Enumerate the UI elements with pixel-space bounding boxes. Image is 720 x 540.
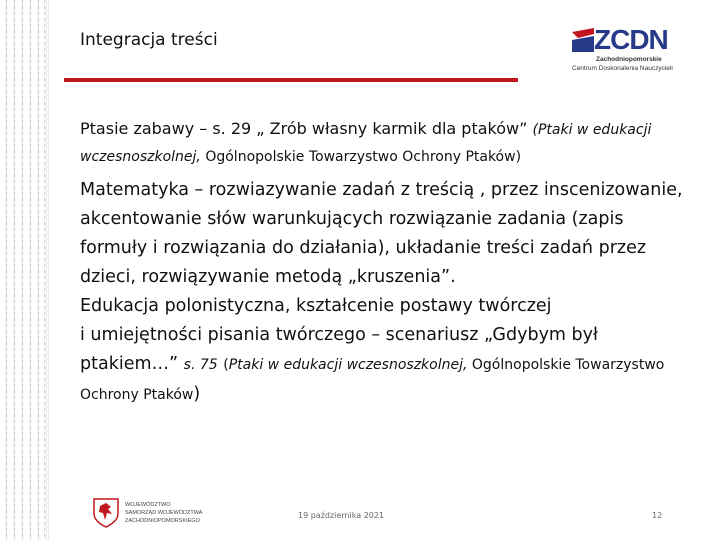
slide-title: Integracja treści xyxy=(80,30,218,50)
birds-games-text: Ptasie zabawy – s. 29 „ Zrób własny karmik dla ptaków” xyxy=(80,119,528,138)
zcdn-logo xyxy=(572,26,684,76)
strip-line xyxy=(44,0,45,540)
page-ref: s. 75 xyxy=(183,357,218,373)
decorative-left-strip xyxy=(0,0,49,540)
title-underline xyxy=(64,78,518,82)
polish-education-line-1: Edukacja polonistyczna, kształcenie postawy twórczej xyxy=(80,296,552,316)
strip-line xyxy=(38,0,39,540)
footer-org-text: WOJEWÓDZTWO SAMORZĄD WOJEWÓDZTWA ZACHODNIOPOMORSKIEGO xyxy=(125,502,203,524)
paragraph-birds-games xyxy=(80,116,690,170)
strip-line xyxy=(6,0,7,540)
zcdn-logo-mark-icon xyxy=(572,28,594,52)
zcdn-logo-subtitle-2: Centrum Doskonalenia Nauczycieli xyxy=(572,65,673,72)
paragraph-math: Matematyka – rozwiazywanie zadań z treścią , przez inscenizowanie, akcentowanie słów warunkujących rozwiązanie zadania (zapis formuły i rozwiązania do działania), układanie treści zadań przez dzieci, rozwiązywanie metodą „kruszenia”. xyxy=(80,180,683,287)
strip-line xyxy=(30,0,31,540)
footer-region-logo xyxy=(93,498,203,532)
polish-education-line-2: i umiejętności pisania twórczego – scenariusz „Gdybym był ptakiem…” xyxy=(80,325,598,374)
paragraph-polish-education: Edukacja polonistyczna, kształcenie postawy twórczej i umiejętności pisania twórczego – scenariusz „Gdybym był ptakiem…” s. 75 (Ptaki w edukacji wczesnoszkolnej, Ogólnopolskie Towarzystwo Ochrony Ptaków) xyxy=(80,296,665,404)
zcdn-logo-text: ZCDN xyxy=(594,24,668,55)
footer-date: 19 października 2021 xyxy=(298,511,385,520)
zcdn-logo-subtitle-1: Zachodniopomorskie xyxy=(596,56,662,63)
strip-line xyxy=(22,0,23,540)
strip-line xyxy=(14,0,15,540)
griffin-emblem-icon xyxy=(93,498,119,528)
slide-content xyxy=(80,116,690,410)
birds-games-source: (Ptaki w edukacji wczesnoszkolnej, Ogólnopolskie Towarzystwo Ochrony Ptaków) xyxy=(80,122,652,165)
book-ref: (Ptaki w edukacji wczesnoszkolnej, Ogólnopolskie Towarzystwo Ochrony Ptaków xyxy=(80,357,665,403)
page-number: 12 xyxy=(652,511,663,520)
